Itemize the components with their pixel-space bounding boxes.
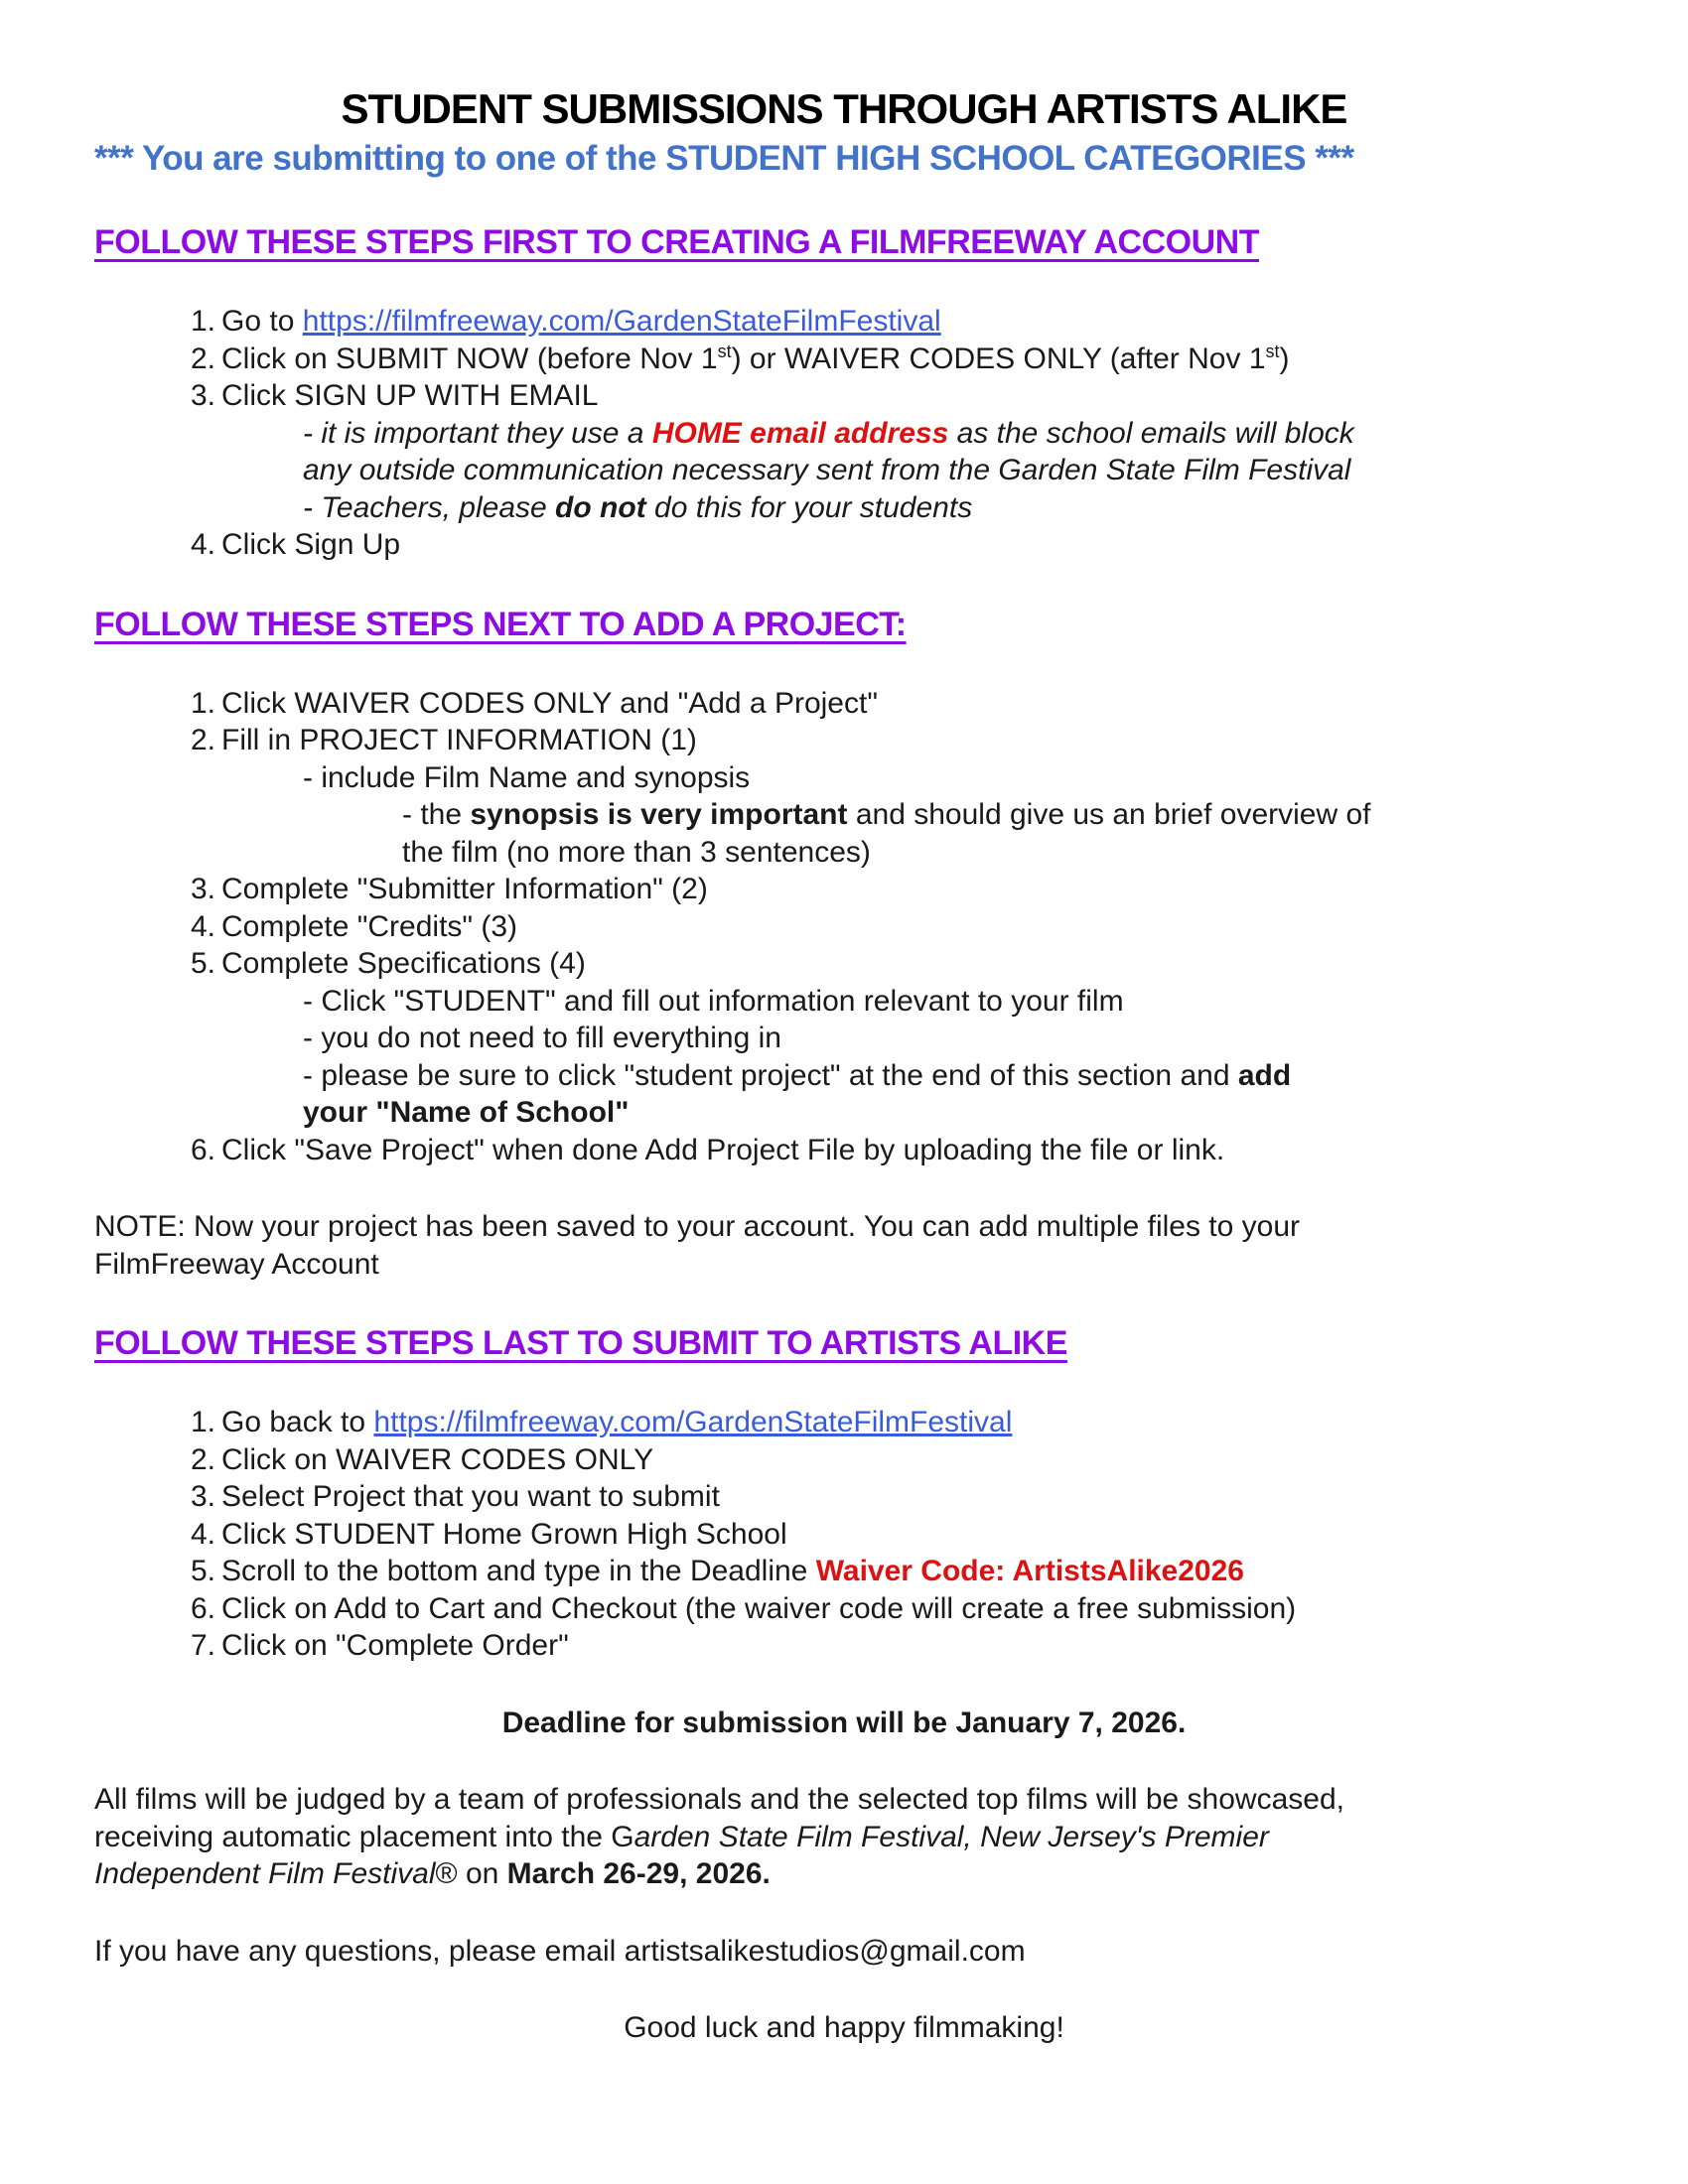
item-number: 5. — [191, 1555, 216, 1587]
list-item — [94, 908, 1594, 946]
list-item — [94, 722, 1594, 759]
text-run: Click on SUBMIT NOW (before Nov 1 — [221, 341, 718, 375]
steps-list-add-project — [94, 685, 1594, 1169]
item-number: 4. — [191, 909, 216, 943]
list-subitem — [94, 452, 1594, 489]
item-number: 6. — [191, 1133, 216, 1166]
text-run: - the — [402, 798, 471, 831]
text-run: your "Name of School" — [303, 1096, 630, 1129]
item-number: 1. — [191, 686, 216, 720]
filmfreeway-link[interactable]: https://filmfreeway.com/GardenStateFilmFestival — [373, 1406, 1013, 1438]
steps-list-create-account — [94, 303, 1594, 564]
list-subitem — [94, 415, 1594, 453]
text-run: Waiver Code: ArtistsAlike2026 — [815, 1555, 1244, 1587]
list-subitem — [94, 983, 1594, 1021]
paragraph-line — [94, 1246, 1594, 1284]
closing-paragraph — [94, 1781, 1594, 1893]
text-run: Click Sign Up — [221, 528, 401, 561]
text-run: FilmFreeway Account — [94, 1247, 379, 1281]
section-create-account — [94, 221, 1594, 564]
list-subitem — [94, 1057, 1594, 1095]
list-item — [94, 1441, 1594, 1479]
questions-line: If you have any questions, please email artistsalikestudios@gmail.com — [94, 1934, 1026, 1968]
section-submit — [94, 1322, 1594, 1665]
text-run: - include Film Name and synopsis — [303, 760, 751, 794]
steps-list-submit — [94, 1404, 1594, 1665]
text-run: - Teachers, please — [303, 490, 556, 524]
text-run: st — [1265, 341, 1280, 361]
text-run: Click STUDENT Home Grown High School — [221, 1517, 787, 1551]
text-run: Click WAIVER CODES ONLY and "Add a Project" — [221, 686, 878, 720]
section-heading-create-account: FOLLOW THESE STEPS FIRST TO CREATING A FILMFREEWAY ACCOUNT — [94, 223, 1259, 261]
list-item — [94, 1627, 1594, 1665]
section-heading-submit: FOLLOW THESE STEPS LAST TO SUBMIT TO ARTISTS ALIKE — [94, 1324, 1067, 1362]
text-run: Complete "Submitter Information" (2) — [221, 873, 708, 905]
text-run: Click "Save Project" when done Add Project File by uploading the file or link. — [221, 1133, 1225, 1166]
list-item — [94, 303, 1594, 341]
text-run: do not — [555, 490, 646, 524]
list-subitem — [94, 1094, 1594, 1132]
filmfreeway-link[interactable]: https://filmfreeway.com/GardenStateFilmFestival — [302, 305, 941, 338]
paragraph-line — [94, 1819, 1594, 1856]
text-run: Independent Film Festival — [94, 1857, 436, 1890]
text-run: Click on WAIVER CODES ONLY — [221, 1442, 654, 1476]
paragraph-line — [94, 1208, 1594, 1246]
note-paragraph — [94, 1208, 1594, 1283]
list-subitem — [94, 1020, 1594, 1057]
item-number: 2. — [191, 341, 216, 375]
list-item — [94, 1590, 1594, 1628]
text-run: do this for your students — [645, 490, 973, 524]
text-run: Go back to — [221, 1406, 374, 1438]
list-subitem — [94, 759, 1594, 797]
text-run: the film (no more than 3 sentences) — [402, 835, 871, 869]
paragraph-line — [94, 1855, 1594, 1893]
item-number: 7. — [191, 1629, 216, 1662]
list-item — [94, 526, 1594, 564]
item-number: 1. — [191, 305, 216, 338]
list-item — [94, 871, 1594, 908]
list-item — [94, 685, 1594, 723]
item-number: 4. — [191, 528, 216, 561]
text-run: Go to — [221, 305, 303, 338]
list-item — [94, 1516, 1594, 1554]
text-run: All films will be judged by a team of professionals and the selected top films will be showcased, — [94, 1783, 1344, 1816]
text-run: ® on — [435, 1857, 507, 1890]
text-run: st — [717, 341, 732, 361]
text-run: arden State Film Festival, New Jersey's Premier — [633, 1820, 1269, 1853]
list-subitem — [94, 796, 1594, 834]
text-run: - it is important they use a — [303, 416, 652, 450]
text-run: HOME email address — [651, 416, 949, 450]
text-run: Complete "Credits" (3) — [221, 909, 518, 943]
text-run: March 26-29, 2026. — [506, 1857, 771, 1890]
item-number: 3. — [191, 1480, 216, 1513]
item-number: 5. — [191, 947, 216, 980]
text-run: - you do not need to fill everything in — [303, 1022, 781, 1054]
item-number: 4. — [191, 1517, 216, 1551]
text-run: NOTE: Now your project has been saved to your account. You can add multiple files to your — [94, 1210, 1301, 1243]
text-run: ) or WAIVER CODES ONLY (after Nov 1 — [731, 341, 1266, 375]
item-number: 1. — [191, 1406, 216, 1438]
text-run: receiving automatic placement into the G — [94, 1820, 634, 1853]
deadline-line: Deadline for submission will be January 7, 2026. — [501, 1706, 1187, 1739]
text-run: Select Project that you want to submit — [221, 1480, 720, 1513]
text-run: - Click "STUDENT" and fill out information relevant to your film — [303, 984, 1124, 1018]
list-item — [94, 341, 1594, 378]
list-item — [94, 1132, 1594, 1169]
list-item — [94, 945, 1594, 983]
list-item — [94, 1404, 1594, 1441]
paragraph-line — [94, 1781, 1594, 1819]
text-run: ) — [1279, 341, 1290, 375]
text-run: and should give us an brief overview of — [847, 798, 1371, 831]
section-add-project — [94, 604, 1594, 1169]
text-run: Scroll to the bottom and type in the Deadline — [221, 1555, 816, 1587]
text-run: Complete Specifications (4) — [221, 947, 586, 980]
page-title: STUDENT SUBMISSIONS THROUGH ARTISTS ALIKE — [341, 85, 1347, 132]
list-item — [94, 1553, 1594, 1590]
item-number: 3. — [191, 873, 216, 905]
list-subitem — [94, 489, 1594, 527]
item-number: 2. — [191, 1442, 216, 1476]
goodluck-line: Good luck and happy filmmaking! — [624, 2011, 1064, 2044]
page-subtitle: *** You are submitting to one of the STUDENT HIGH SCHOOL CATEGORIES *** — [94, 139, 1354, 178]
list-subitem — [94, 834, 1594, 872]
text-run: - please be sure to click "student project" at the end of this section and — [303, 1058, 1238, 1092]
text-run: Click SIGN UP WITH EMAIL — [221, 379, 599, 412]
text-run: add — [1237, 1058, 1292, 1092]
text-run: synopsis is very important — [470, 798, 848, 831]
list-item — [94, 377, 1594, 415]
text-run: Click on Add to Cart and Checkout (the waiver code will create a free submission) — [221, 1591, 1297, 1625]
item-number: 2. — [191, 724, 216, 756]
text-run: as the school emails will block — [948, 416, 1354, 450]
text-run: Click on "Complete Order" — [221, 1629, 569, 1662]
item-number: 6. — [191, 1591, 216, 1625]
list-item — [94, 1478, 1594, 1516]
text-run: any outside communication necessary sent from the Garden State Film Festival — [303, 454, 1351, 486]
section-heading-add-project: FOLLOW THESE STEPS NEXT TO ADD A PROJECT: — [94, 605, 907, 643]
item-number: 3. — [191, 379, 216, 412]
text-run: Fill in PROJECT INFORMATION (1) — [221, 724, 697, 756]
